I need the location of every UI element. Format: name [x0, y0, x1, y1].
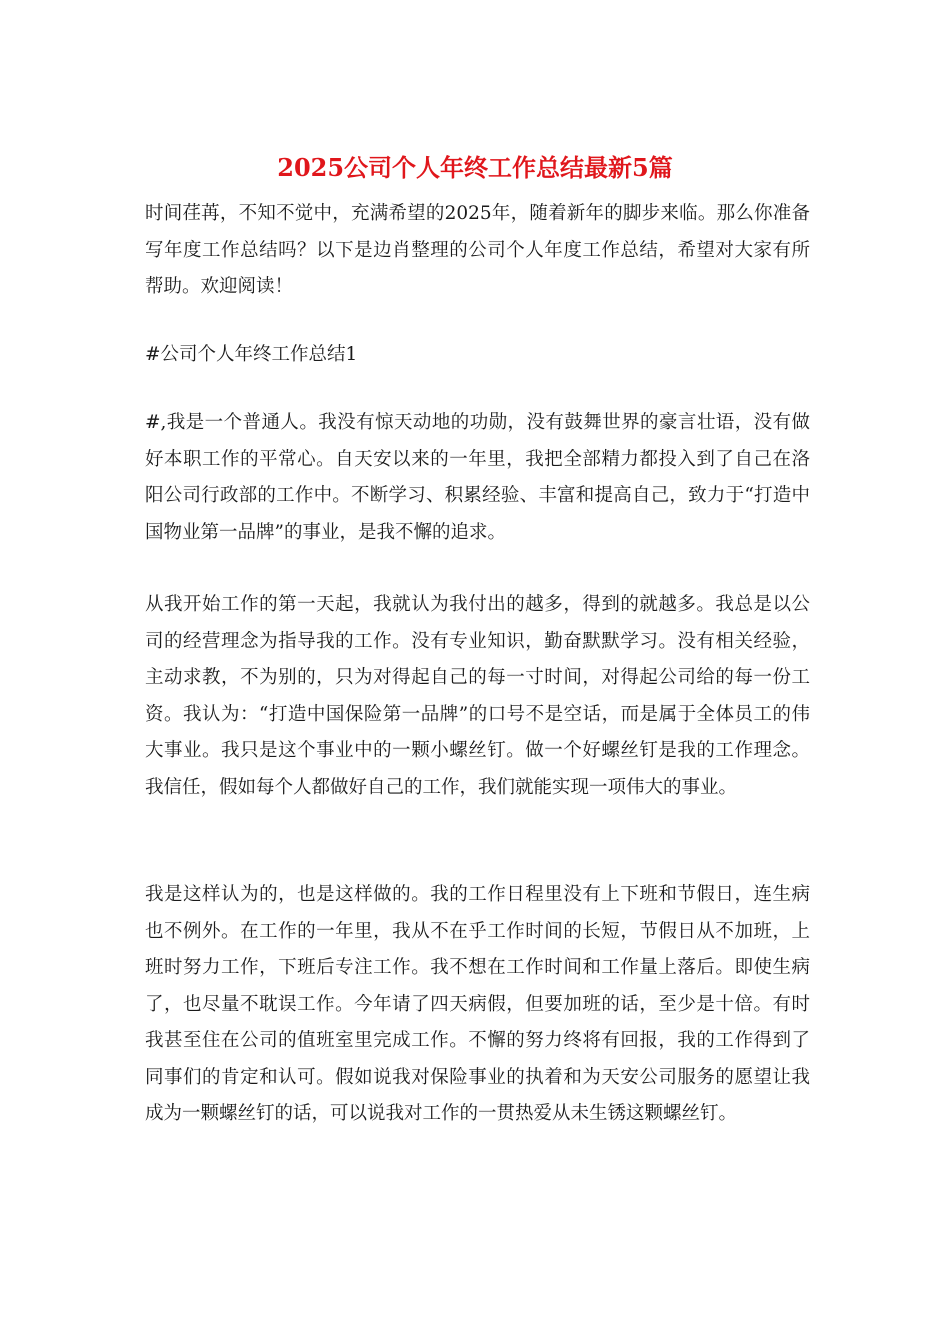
body-paragraph: #,我是一个普通人。我没有惊天动地的功勋，没有鼓舞世界的豪言壮语，没有做好本职工作的平常心。自天安以来的一年里，我把全部精力都投入到了自己在洛阳公司行政部的工作中。不断学习、积累经验、丰富和提高自己，致力于“打造中国物业第一品牌”的事业，是我不懈的追求。 [145, 412, 810, 543]
document-title: 2025公司个人年终工作总结最新5篇 [277, 153, 673, 182]
body-paragraph: 从我开始工作的第一天起，我就认为我付出的越多，得到的就越多。我总是以公司的经营理念为指导我的工作。没有专业知识，勤奋默默学习。没有相关经验，主动求教，不为别的，只为对得起自己的每一寸时间，对得起公司给的每一份工资。我认为：“打造中国保险第一品牌”的口号不是空话，而是属于全体员工的伟大事业。我只是这个事业中的一颗小螺丝钉。做一个好螺丝钉是我的工作理念。我信任，假如每个人都做好自己的工作，我们就能实现一项伟大的事业。 [145, 594, 810, 798]
body-paragraph: 我是这样认为的，也是这样做的。我的工作日程里没有上下班和节假日，连生病也不例外。在工作的一年里，我从不在乎工作时间的长短，节假日从不加班，上班时努力工作，下班后专注工作。我不想在工作时间和工作量上落后。即使生病了，也尽量不耽误工作。今年请了四天病假，但要加班的话，至少是十倍。有时我甚至住在公司的值班室里完成工作。不懈的努力终将有回报，我的工作得到了同事们的肯定和认可。假如说我对保险事业的执着和为天安公司服务的愿望让我成为一颗螺丝钉的话，可以说我对工作的一贯热爱从未生锈这颗螺丝钉。 [145, 884, 810, 1124]
intro-paragraph: 时间荏苒，不知不觉中，充满希望的2025年，随着新年的脚步来临。那么你准备写年度工作总结吗？以下是边肖整理的公司个人年度工作总结，希望对大家有所帮助。欢迎阅读！ [145, 203, 810, 297]
section-heading: #公司个人年终工作总结1 [145, 344, 358, 365]
